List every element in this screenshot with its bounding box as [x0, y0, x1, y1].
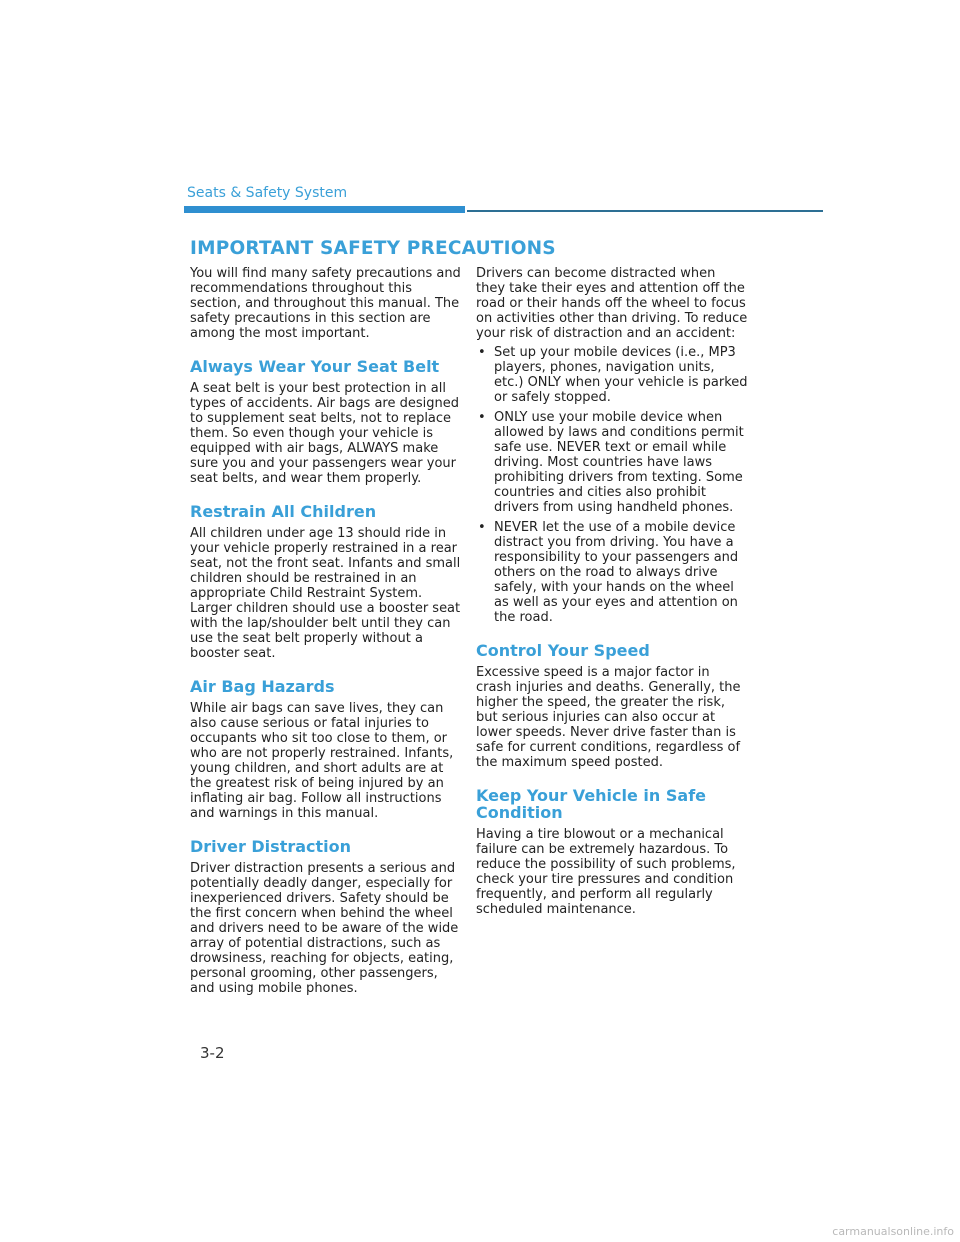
header-rule-thin	[467, 210, 823, 212]
distraction-intro-paragraph: Drivers can become distracted when they take their eyes and attention off the road or their hands off the wheel to focus on activities other than driving. To reduce your risk of distraction and an accident:	[476, 266, 748, 341]
vehicle-condition-paragraph: Having a tire blowout or a mechanical failure can be extremely hazardous. To reduce the possibility of such problems, check your tire pressures and condition frequently, and perform all regularly scheduled maintenance.	[476, 827, 736, 917]
speed-heading: Control Your Speed	[476, 641, 650, 660]
children-heading: Restrain All Children	[190, 502, 377, 521]
children-paragraph: All children under age 13 should ride in your vehicle properly restrained in a rear seat, not the front seat. Infants and small children should be restrained in an appropriate Child Restraint System. Larger children should use a booster seat with the lap/shoulder belt until they can use the seat belt properly without a booster seat.	[190, 526, 461, 661]
distraction-tips-list	[476, 345, 748, 625]
right-column	[476, 266, 748, 917]
section-header: Seats & Safety System	[187, 185, 348, 201]
seat-belt-paragraph: A seat belt is your best protection in all types of accidents. Air bags are designed to supplement seat belts, not to replace them. So even though your vehicle is equipped with air bags, ALWAYS make sure you and your passengers wear your seat belts, and wear them properly.	[190, 381, 459, 486]
airbag-paragraph: While air bags can save lives, they can also cause serious or fatal injuries to occupants who sit too close to them, or who are not properly restrained. Infants, young children, and short adults are at the greatest risk of being injured by an inflating air bag. Follow all instructions and warnings in this manual.	[190, 701, 454, 821]
airbag-heading: Air Bag Hazards	[190, 677, 335, 696]
seat-belt-heading: Always Wear Your Seat Belt	[190, 357, 440, 376]
left-column	[190, 266, 462, 996]
header-rule-thick	[184, 206, 465, 213]
page-title: IMPORTANT SAFETY PRECAUTIONS	[190, 238, 556, 259]
list-item	[476, 345, 748, 405]
bullet-icon: •	[478, 520, 486, 535]
page-number: 3-2	[200, 1044, 225, 1062]
list-item-text: Set up your mobile devices (i.e., MP3 players, phones, navigation units, etc.) ONLY when your vehicle is parked or safely stopped.	[494, 345, 748, 405]
list-item	[476, 520, 748, 625]
list-item-text: NEVER let the use of a mobile device distract you from driving. You have a responsibility to your passengers and others on the road to always drive safely, with your hands on the wheel as well as your eyes and attention on the road.	[494, 520, 739, 625]
intro-paragraph: You will find many safety precautions and recommendations throughout this section, and throughout this manual. The safety precautions in this section are among the most important.	[190, 266, 461, 341]
speed-paragraph: Excessive speed is a major factor in crash injuries and deaths. Generally, the higher the speed, the greater the risk, but serious injuries can also occur at lower speeds. Never drive faster than is safe for current conditions, regardless of the maximum speed posted.	[476, 665, 741, 770]
bullet-icon: •	[478, 345, 486, 360]
list-item	[476, 410, 748, 515]
distraction-paragraph: Driver distraction presents a serious and potentially deadly danger, especially for inexperienced drivers. Safety should be the first concern when behind the wheel and drivers need to be aware of the wide array of potential distractions, such as drowsiness, reaching for objects, eating, personal grooming, other passengers, and using mobile phones.	[190, 861, 459, 996]
bullet-icon: •	[478, 410, 486, 425]
list-item-text: ONLY use your mobile device when allowed by laws and conditions permit safe use. NEVER text or email while driving. Most countries have laws prohibiting drivers from texting. Some countries and cities also prohibit drivers from using handheld phones.	[494, 410, 744, 515]
watermark-logo: carmanualsonline.info	[832, 1225, 954, 1238]
vehicle-condition-heading: Keep Your Vehicle in Safe Condition	[476, 786, 707, 822]
distraction-heading: Driver Distraction	[190, 837, 352, 856]
